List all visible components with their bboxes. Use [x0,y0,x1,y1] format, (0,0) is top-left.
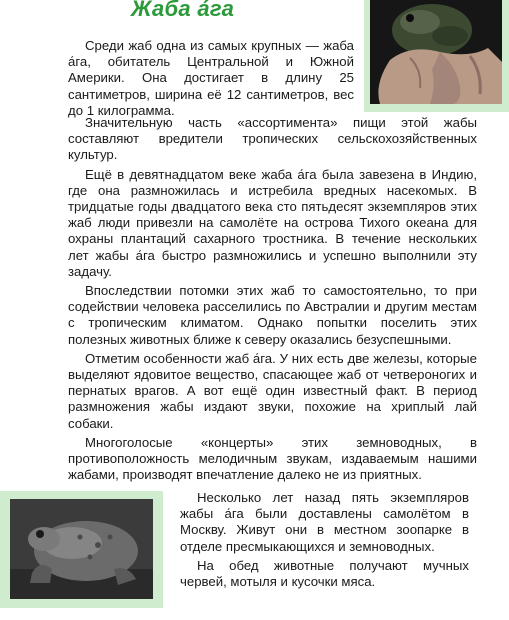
toad-in-hand-photo [364,0,509,112]
paragraph-concerts: Многоголосые «концерты» этих земноводных, в противоположность мелодичным звукам, издаваемым нашими жабами, производят впечатление далеко не из приятных. [68,434,477,483]
paragraph-history: Ещё в девятнадцатом веке жаба а́га была завезена в Индию, где она размножилась и истребила вредных насекомых. В тридцатые годы двадцатого века сто пятьдесят экземпляров этих жаб люди привезли на самолёте на острова Тихого океана для охраны плантаций сахарного тростника. В течение нескольких лет жабы а́га быстро размножились и успешно выполнили эту задачу. [68,166,477,279]
paragraph-diet: На обед животные получают мучных червей, мотыля и кусочки мяса. [180,557,469,590]
toad-in-hand-illustration [370,0,502,104]
toad-on-ground-photo [0,491,163,608]
paragraph-moscow: Несколько лет назад пять экземпляров жабы а́га были доставлены самолётом в Москву. Живут они в местном зоопарке в отделе пресмыкающихся и земноводных. [180,490,469,554]
page-title: Жаба а́га [131,0,235,21]
paragraph-food: Значительную часть «ассортимента» пищи этой жабы составляют вредители тропических сельскохозяйственных культур. [68,115,477,163]
main-text [68,115,477,483]
toad-in-hand-image [370,0,502,104]
toad-on-ground-image [10,499,153,599]
paragraph-spread: Впоследствии потомки этих жаб то самостоятельно, то при содействии человека расселились по Австралии и другим местам с тропическим климатом. Однако попытки поселить этих полезных животных ближе к северу оказались безуспешными. [68,283,477,347]
intro-text [68,38,354,119]
closing-text [180,490,469,590]
toad-on-ground-illustration [10,499,153,599]
paragraph-features: Отметим особенности жаб а́га. У них есть две железы, которые выделяют ядовитое вещество, спасающее жаб от четвероногих и пернатых врагов. А вот ещё один известный факт. В период размножения жабы издают звуки, похожие на хриплый лай собаки. [68,350,477,431]
intro-paragraph: Среди жаб одна из самых крупных — жаба а́га, обитатель Центральной и Южной Америки. Она достигает в длину 25 сантиметров, ширина её 12 сантиметров, вес до 1 килограмма. [68,38,354,118]
